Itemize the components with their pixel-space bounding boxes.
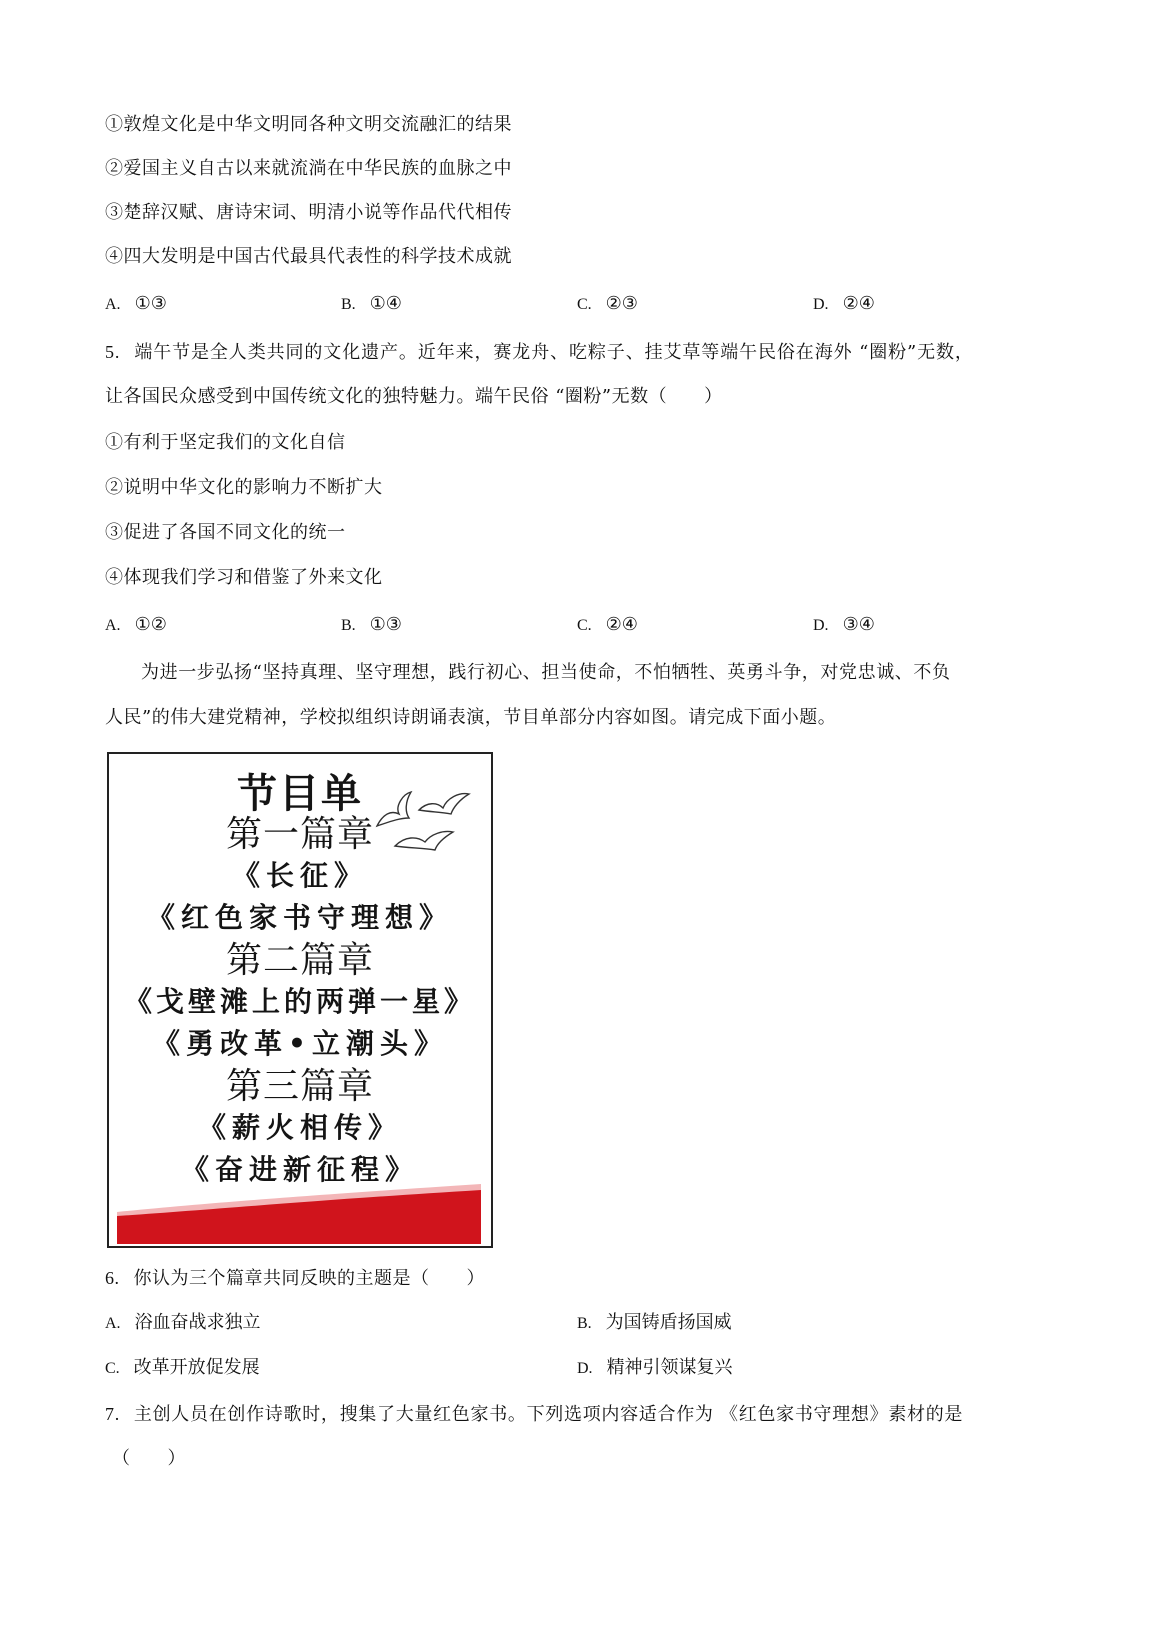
q6-option-d[interactable] bbox=[577, 1356, 733, 1381]
q6-stem bbox=[105, 1266, 485, 1291]
q5-statement-2: ②说明中华文化的影响力不断扩大 bbox=[105, 477, 383, 498]
question-number: 5. bbox=[105, 342, 121, 362]
poster-title: 节目单 bbox=[237, 771, 363, 817]
q4-option-a[interactable] bbox=[105, 292, 167, 317]
red-ribbon-icon bbox=[117, 1182, 481, 1244]
option-text: ①② bbox=[134, 614, 167, 635]
q7-stem-line1 bbox=[105, 1402, 963, 1427]
option-text: ①③ bbox=[134, 293, 167, 314]
q5-statement-4: ④体现我们学习和借鉴了外来文化 bbox=[105, 567, 383, 588]
q7-stem-line2: （ ） bbox=[112, 1448, 186, 1469]
option-letter: D. bbox=[577, 1360, 593, 1377]
option-text: ③④ bbox=[842, 614, 875, 635]
poster-work-4: 《勇改革•立潮头》 bbox=[152, 1027, 448, 1060]
option-text: 改革开放促发展 bbox=[133, 1357, 260, 1378]
q4-option-d[interactable] bbox=[813, 292, 875, 317]
poster-work-6: 《奋进新征程》 bbox=[180, 1153, 419, 1186]
option-letter: D. bbox=[813, 296, 829, 313]
q4-statement-1: ①敦煌文化是中华文明同各种文明交流融汇的结果 bbox=[105, 114, 512, 135]
q4-statement-2: ②爱国主义自古以来就流淌在中华民族的血脉之中 bbox=[105, 158, 512, 179]
q5-option-a[interactable] bbox=[105, 613, 167, 638]
q4-option-b[interactable] bbox=[341, 292, 402, 317]
option-letter: C. bbox=[577, 617, 592, 634]
poster-chapter-3: 第三篇章 bbox=[225, 1066, 374, 1107]
intro-line2: 人民”的伟大建党精神，学校拟组织诗朗诵表演，节目单部分内容如图。请完成下面小题。 bbox=[105, 707, 837, 728]
q7-stem-text: 主创人员在创作诗歌时，搜集了大量红色家书。下列选项内容适合作为 《红色家书守理想》素材的是 bbox=[133, 1404, 964, 1425]
q5-option-b[interactable] bbox=[341, 613, 402, 638]
question-number: 7. bbox=[105, 1404, 120, 1424]
poster-chapter-2: 第二篇章 bbox=[225, 940, 374, 981]
option-letter: B. bbox=[577, 1315, 592, 1332]
poster-work-1: 《长征》 bbox=[231, 859, 368, 892]
option-text: ①④ bbox=[369, 293, 402, 314]
option-text: ②④ bbox=[842, 293, 875, 314]
q4-statement-3: ③楚辞汉赋、唐诗宋词、明清小说等作品代代相传 bbox=[105, 202, 512, 223]
q5-stem-line2: 让各国民众感受到中国传统文化的独特魅力。端午民俗 “圈粉”无数（ ） bbox=[105, 386, 723, 407]
poster-work-2: 《红色家书守理想》 bbox=[146, 901, 453, 934]
poster-chapter-1: 第一篇章 bbox=[225, 814, 374, 855]
q5-stem-line1 bbox=[105, 340, 974, 365]
poster-work-3: 《戈壁滩上的两弹一星》 bbox=[123, 985, 476, 1018]
option-letter: B. bbox=[341, 296, 356, 313]
option-text: 为国铸盾扬国威 bbox=[605, 1312, 732, 1333]
option-letter: D. bbox=[813, 617, 829, 634]
q6-stem-text: 你认为三个篇章共同反映的主题是（ ） bbox=[133, 1268, 485, 1289]
option-text: ②④ bbox=[605, 614, 638, 635]
option-text: 精神引领谋复兴 bbox=[606, 1357, 733, 1378]
q4-statement-4: ④四大发明是中国古代最具代表性的科学技术成就 bbox=[105, 246, 512, 267]
q6-option-b[interactable] bbox=[577, 1311, 732, 1336]
option-text: ①③ bbox=[369, 614, 402, 635]
program-poster bbox=[107, 752, 493, 1248]
poster-work-5: 《薪火相传》 bbox=[197, 1111, 402, 1144]
q6-option-c[interactable] bbox=[105, 1356, 260, 1381]
q4-option-c[interactable] bbox=[577, 292, 638, 317]
option-letter: B. bbox=[341, 617, 356, 634]
option-letter: C. bbox=[105, 1360, 120, 1377]
q5-option-c[interactable] bbox=[577, 613, 638, 638]
q5-stem-text: 端午节是全人类共同的文化遗产。近年来，赛龙舟、吃粽子、挂艾草等端午民俗在海外 “圈粉”无数， bbox=[134, 342, 974, 363]
intro-line1: 为进一步弘扬“坚持真理、坚守理想，践行初心、担当使命，不怕牺牲、英勇斗争，对党忠诚、不负 bbox=[141, 662, 951, 683]
option-text: ②③ bbox=[605, 293, 638, 314]
q5-option-d[interactable] bbox=[813, 613, 875, 638]
q6-option-a[interactable] bbox=[105, 1311, 261, 1336]
option-letter: C. bbox=[577, 296, 592, 313]
option-letter: A. bbox=[105, 1315, 121, 1332]
question-number: 6. bbox=[105, 1268, 120, 1288]
q5-statement-1: ①有利于坚定我们的文化自信 bbox=[105, 432, 346, 453]
option-letter: A. bbox=[105, 296, 121, 313]
option-letter: A. bbox=[105, 617, 121, 634]
q5-statement-3: ③促进了各国不同文化的统一 bbox=[105, 522, 346, 543]
option-text: 浴血奋战求独立 bbox=[134, 1312, 261, 1333]
